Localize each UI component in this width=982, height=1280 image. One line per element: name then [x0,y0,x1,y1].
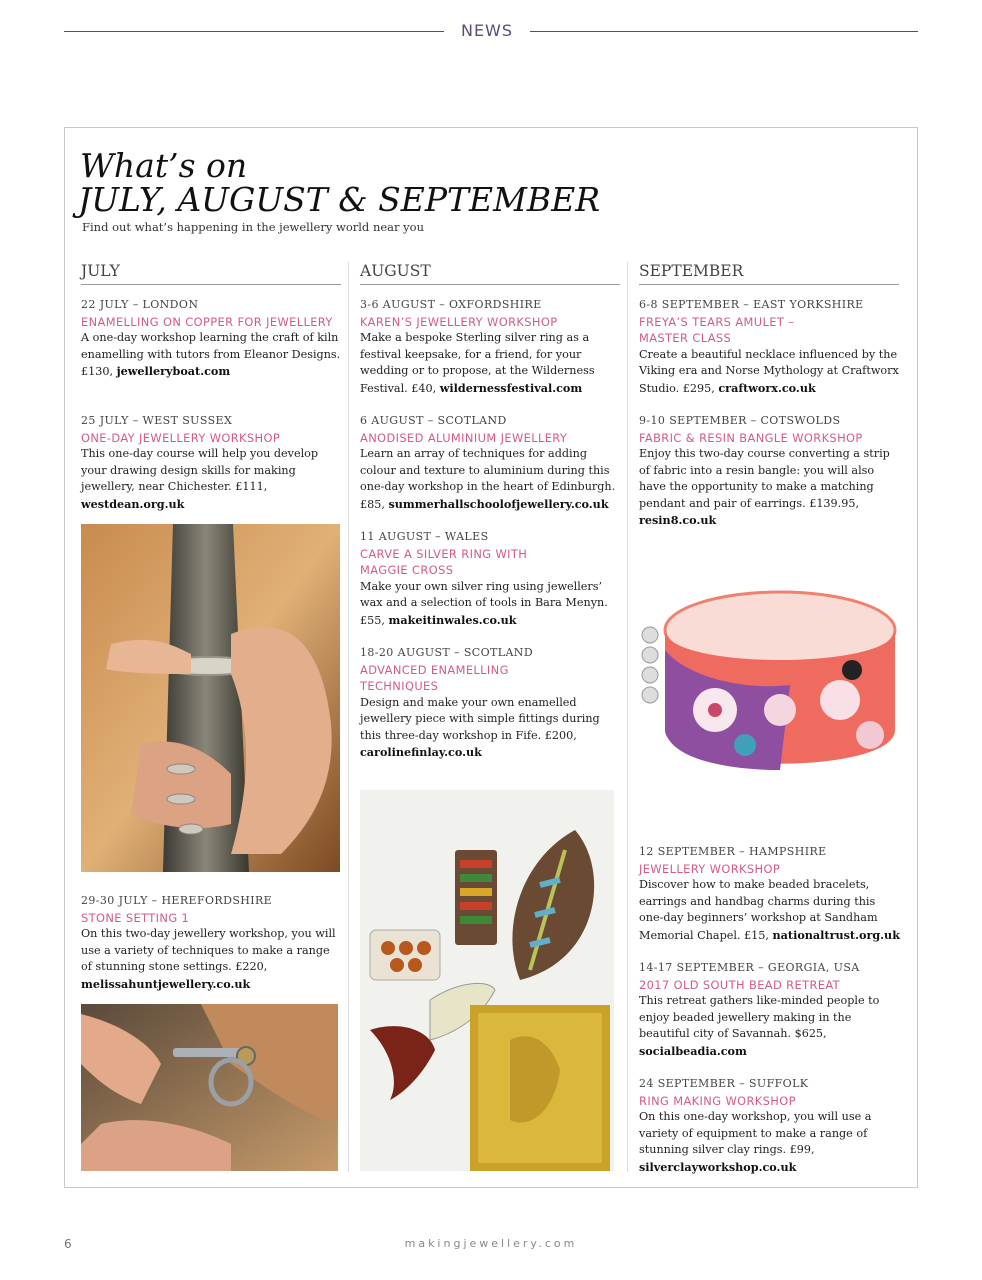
event-date: 6 AUGUST – SCOTLAND [360,414,507,427]
event-link[interactable]: wildernessfestival.com [439,380,583,395]
event-title: ONE-DAY JEWELLERY WORKSHOP [81,430,281,445]
event-title: ENAMELLING ON COPPER FOR JEWELLERY [81,314,333,329]
event-july-1 [81,297,343,381]
event-description: On this two-day jewellery workshop, you will use a variety of techniques to make a range of stunning stone settings. £220, melissahuntjewellery.co.uk [81,927,336,991]
event-august-1 [360,297,622,397]
event-date: 24 SEPTEMBER – SUFFOLK [639,1077,809,1090]
event-date: 22 JULY – LONDON [81,298,199,311]
event-august-3 [360,529,608,629]
event-date: 3-6 AUGUST – OXFORDSHIRE [360,298,542,311]
event-link[interactable]: summerhallschoolofjewellery.co.uk [388,496,609,511]
event-title: FREYA’S TEARS AMULET – MASTER CLASS [639,314,795,345]
event-title: FABRIC & RESIN BANGLE WORKSHOP [639,430,863,445]
event-description: Make your own silver ring using jewellers’ wax and a selection of tools in Bara Menyn. £55, makeitinwales.co.uk [360,579,608,627]
stone-setting-image [81,1004,338,1171]
event-august-2 [360,413,622,513]
event-date: 18-20 AUGUST – SCOTLAND [360,646,534,659]
event-link[interactable]: melissahuntjewellery.co.uk [81,976,251,991]
event-description: Discover how to make beaded bracelets, earrings and handbag charms during this one-day beginners’ workshop at Sandham Memorial Chapel. £15, nationaltrust.org.uk [639,878,900,942]
event-september-3 [639,844,901,944]
event-description: On this one-day workshop, you will use a variety of equipment to make a range of stunning silver clay rings. £99, silverclayworkshop.co.uk [639,1110,872,1174]
photo-enamel-pieces [360,790,614,1171]
event-link[interactable]: craftworx.co.uk [718,380,816,395]
event-title: RING MAKING WORKSHOP [639,1093,796,1108]
event-date: 25 JULY – WEST SUSSEX [81,414,233,427]
event-link[interactable]: jewelleryboat.com [116,364,231,378]
event-date: 6-8 SEPTEMBER – EAST YORKSHIRE [639,298,864,311]
event-link[interactable]: silverclayworkshop.co.uk [639,1159,797,1174]
event-description: A one-day workshop learning the craft of kiln enamelling with tutors from Eleanor Designs. £130, jewelleryboat.com [81,331,341,378]
event-july-2 [81,413,343,513]
event-description: Design and make your own enamelled jewellery piece with simple fittings during this three-day workshop in Fife. £200, carolinefinlay.co.uk [360,695,600,759]
event-september-2 [639,413,901,530]
event-description: Make a bespoke Sterling silver ring as a festival keepsake, for a friend, for your wedding or to propose, at the Wilderness Festival. £40, wildernessfestival.com [360,331,595,395]
event-link[interactable]: makeitinwales.co.uk [388,612,517,627]
event-link[interactable]: carolinefinlay.co.uk [360,745,482,759]
event-description: Enjoy this two-day course converting a strip of fabric into a resin bangle: you will also have the opportunity to make a matching pendant and pair of earrings. £139.95, resin8.co.uk [639,447,890,527]
event-date: 29-30 JULY – HEREFORDSHIRE [81,894,273,907]
column-divider [348,262,349,1172]
event-september-5 [639,1076,901,1176]
event-link[interactable]: nationaltrust.org.uk [772,927,900,942]
event-title: ADVANCED ENAMELLING TECHNIQUES [360,662,509,693]
event-september-1 [639,297,901,397]
photo-resin-bangle [630,560,914,808]
page-number: 6 [64,1237,72,1251]
column-divider [627,262,628,1172]
event-august-4 [360,645,622,762]
ring-mandrel-image [81,524,340,872]
event-date: 12 SEPTEMBER – HAMPSHIRE [639,845,827,858]
event-description: This retreat gathers like-minded people to enjoy beaded jewellery making in the beautiful city of Savannah. $625, socialbeadia.com [639,994,880,1058]
photo-ring-mandrel [81,524,340,872]
footer-site: makingjewellery.com [404,1237,578,1250]
event-title: ANODISED ALUMINIUM JEWELLERY [360,430,568,445]
column-heading-september: SEPTEMBER [639,262,899,285]
event-september-4 [639,960,901,1060]
event-description: This one-day course will help you develop your drawing design skills for making jewellery, near Chichester. £111, westdean.org.uk [81,447,319,511]
column-heading-july: JULY [81,262,341,285]
event-link[interactable]: resin8.co.uk [639,513,717,527]
column-heading-august: AUGUST [360,262,620,285]
event-july-3 [81,893,343,993]
event-date: 9-10 SEPTEMBER – COTSWOLDS [639,414,841,427]
page-subtitle: Find out what’s happening in the jewellery world near you [82,220,424,234]
event-title: JEWELLERY WORKSHOP [639,861,781,876]
event-title: STONE SETTING 1 [81,910,190,925]
header-rule-left [64,31,444,32]
header-rule-right [530,31,918,32]
photo-stone-setting [81,1004,338,1171]
event-title: CARVE A SILVER RING WITH MAGGIE CROSS [360,546,528,577]
page-title-line2: JULY, AUGUST & SEPTEMBER [78,180,601,219]
event-description: Learn an array of techniques for adding colour and texture to aluminium during this one-day workshop in the heart of Edinburgh. £85, summerhallschoolofjewellery.co.uk [360,447,616,511]
event-date: 11 AUGUST – WALES [360,530,489,543]
section-label: NEWS [460,21,514,40]
page-title-line1: What’s on [80,146,248,185]
event-title: KAREN’S JEWELLERY WORKSHOP [360,314,558,329]
event-title: 2017 OLD SOUTH BEAD RETREAT [639,977,841,992]
event-link[interactable]: westdean.org.uk [81,496,185,511]
enamel-pieces-image [360,790,614,1171]
event-date: 14-17 SEPTEMBER – GEORGIA, USA [639,961,860,974]
resin-bangle-image [630,560,914,808]
event-description: Create a beautiful necklace influenced by the Viking era and Norse Mythology at Craftworx Studio. £295, craftworx.co.uk [639,347,899,395]
event-link[interactable]: socialbeadia.com [639,1043,747,1058]
